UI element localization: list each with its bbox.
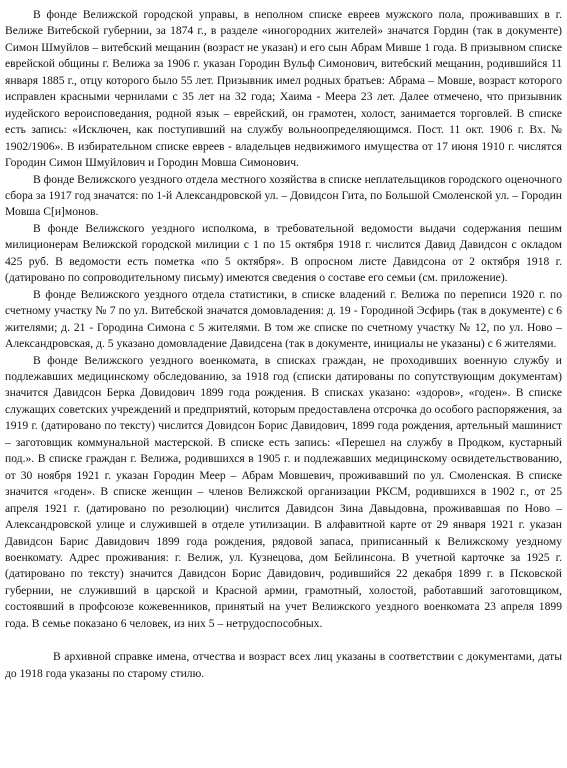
paragraph-statistics-department: В фонде Велижского уездного отдела статистики, в списке владений г. Велижа по переписи 1920 г. по счетному участку № 7 по ул. Витебской значатся домовладения: д. 19 - Городиной Эсфирь (так в документе) с 6 жителями; д. 21 - Городина Симона с 5 жителями. В том же списке по счетному участку № 12, по ул. Ново – Александровская, д. 5 указано домовладение Давидсена (так в документе, инициалы не указаны) с 6 жителями. (5, 287, 562, 351)
paragraph-military-commissariat: В фонде Велижского уездного военкомата, в списках граждан, не проходивших военную службу и подлежавших медицинскому обследованию, за 1918 год (списки датированы по сопутствующим документам) значится Давидсон Берка Довидович 1899 года рождения. В списках указано: «здоров», «годен». В списке служащих советских учреждений и предприятий, которым предоставлена отсрочка до особого распоряжения, за 1919 г. (датировано по тексту) числится Довидсон Борис Давидович, 1899 года рождения, артельный машинист – заготовщик коммунальной мастерской. В списке есть запись: «Перешел на службу в Продком, кустарный под.». В списке граждан г. Велижа, родившихся в 1905 г. и подлежавших медицинскому освидетельствованию, от 30 ноября 1921 г. указан Городин Меер – Абрам Мовшевич, проживавший по ул. Смоленская. В списке значится «годен». В списке женщин – членов Велижской организации РКСМ, родившихся в 1902 г., от 25 апреля 1921 г. (датировано по резолюции) числится Давидсон Зина Давыдовна, проживавшая по Ново – Александровской улице и служившей в отделе утилизации. В алфавитной карте от 29 января 1921 г. указан Давидсон Барис Давидович 1899 года рождения, рядовой запаса, приписанный к Велижскому уездному военкомату. Адрес проживания: г. Велиж, ул. Кузнецова, дом Бейлинсона. В учетной карточке за 1925 г. (датировано по тексту) значится Давидсон Борис Давидович, родившийся 22 декабря 1899 г. в Псковской губернии, не служивший в царской и Красной армии, грамотный, холостой, работавший заготовщиком, состоявший в профсоюзе кожевенников, принятый на учет Велижского уездного военкомата 23 апреля 1899 года. В семье показано 6 человек, из них 5 – нетрудоспособных. (5, 353, 562, 630)
document-page (5, 7, 562, 682)
paragraph-local-economy-department: В фонде Велижского уездного отдела местного хозяйства в списке неплательщиков городского оценочного сбора за 1917 год значатся: по 1-й Александровской ул. – Довидсон Гита, по Большой Смоленской ул. – Городин Мовша С[и]монов. (5, 172, 562, 219)
closing-note: В архивной справке имена, отчества и возраст всех лиц указаны в соответствии с документами, даты до 1918 года указаны по старому стилю. (5, 650, 562, 680)
paragraph-velizh-city-council: В фонде Велижской городской управы, в неполном списке евреев мужского пола, проживавших в г. Велиже Витебской губернии, за 1874 г., в разделе «иногородних жителей» значатся Гордин (так в документе) Симон Шмуйлов – витебский мещанин (возраст не указан) и его сын Абрам Мивше 1 года. В призывном списке еврейской общины г. Велижа за 1906 г. указан Городин Вульф Симонович, витебский мещанин, родившийся 11 января 1885 г., отцу которого было 55 лет. Призывник имел родных братьев: Абрама – Мовше, возраст которого исправлен красными чернилами с 35 лет на 32 года; Хаима - Меера 23 лет. Далее отмечено, что призывник иудейского вероисповедания, родной язык – еврейский, он грамотен, холост, занимается торговлей. В списке есть запись: «Исключен, как поступивший на службу вольноопределяющимся. Пост. 11 окт. 1906 г. Вх. № 1902/1906». В избирательном списке евреев - владельцев недвижимого имущества от 17 июня 1910 г. числятся Городин Симон Шмуйлович и Городин Мовша Симонович. (5, 8, 562, 170)
paragraph-county-executive-committee: В фонде Велижского уездного исполкома, в требовательной ведомости выдачи содержания пешим милиционерам Велижской городской милиции с 1 по 15 октября 1918 г. числится Давид Давидсон с окладом 425 руб. В ведомости есть пометка «по 5 октября». В опросном листе Давидсона от 2 октября 1918 г. (датировано по сопроводительному письму) имеются сведения о составе его семьи (см. приложение). (5, 221, 562, 285)
